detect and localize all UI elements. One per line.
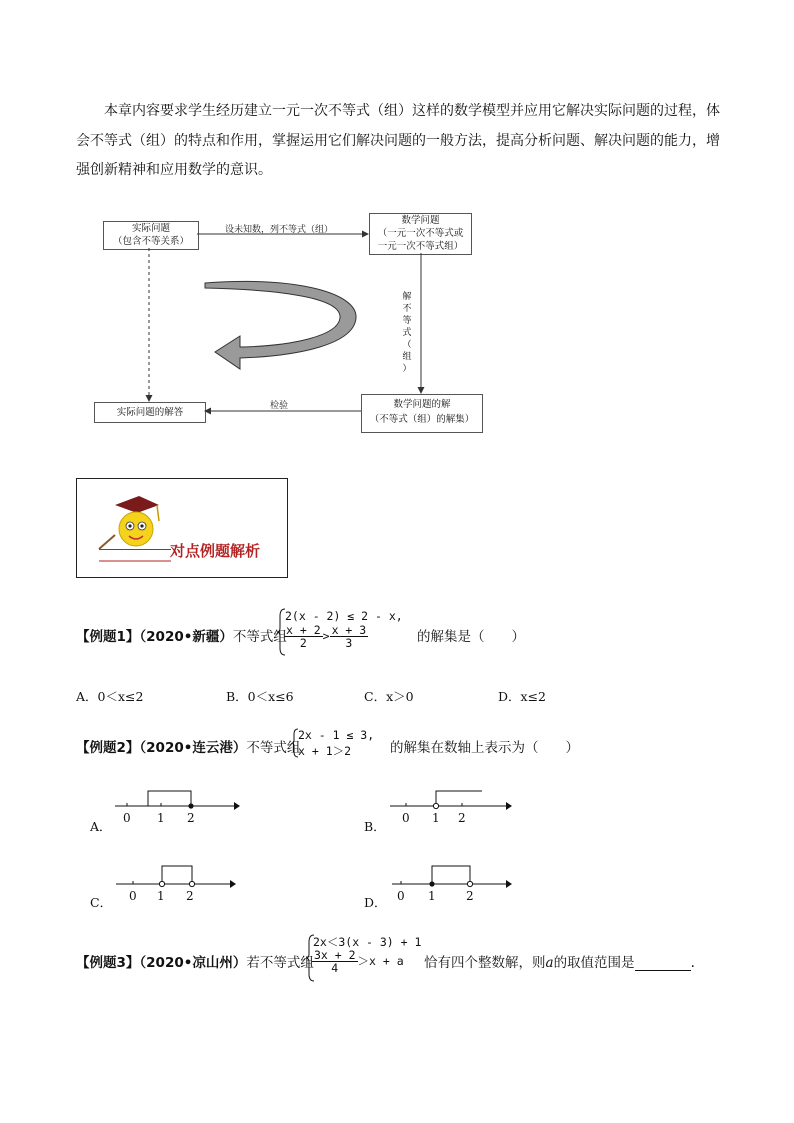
label-solve: 解 不 等 式 （ 组 ） [402, 292, 412, 374]
example-tag: 【例题3】 [76, 955, 140, 971]
example-tag: 【例题1】 [76, 629, 140, 645]
curved-loop-arrow-icon [205, 281, 356, 369]
ex2-option-d[interactable]: D． [364, 895, 387, 910]
ex1-option-a[interactable]: A．0＜x≤2 [76, 689, 144, 704]
ex2-inequality-2: x + 1＞2 [298, 744, 352, 758]
ex3-inequality-2: $\frac{3x + 2}{4}$ ＞x + a [314, 948, 404, 975]
ex1-option-b[interactable]: B．0＜x≤6 [226, 689, 294, 704]
intro-paragraph: 本章内容要求学生经历建立一元一次不等式（组）这样的数学模型并应用它解决实际问题的过程，体会不等式（组）的特点和作用，掌握运用它们解决问题的一般方法，提高分析问题、解决问题的能力，增强创新精神和应用数学的意识。 [76, 103, 720, 178]
ex2-option-a[interactable]: A． [90, 819, 112, 834]
ex1-inequality-2: $\frac{x + 2}{2}$ > $\frac{x + 3}{3}$ [286, 623, 367, 650]
example-source: （2020•新疆） [139, 629, 233, 645]
number-line-d [388, 862, 512, 892]
node-math-solution: 数学问题的解 （不等式（组）的解集） [361, 394, 483, 433]
ex2-question-suffix: 的解集在数轴上表示为（ ） [390, 740, 579, 756]
ex2-option-b[interactable]: B． [364, 819, 386, 834]
teacher-mascot-icon [93, 491, 173, 567]
node-real-answer: 实际问题的解答 [94, 402, 206, 423]
ex1-option-c[interactable]: C．x＞0 [364, 689, 414, 704]
number-line-c [112, 862, 236, 892]
example-tag: 【例题2】 [76, 740, 140, 756]
node-real-problem: 实际问题 （包含不等关系） [103, 221, 199, 250]
ex2-inequality-1: 2x - 1 ≤ 3, [298, 728, 375, 742]
ex1-option-d[interactable]: D．x≤2 [498, 689, 546, 704]
ex3-inequality-1: 2x＜3(x - 3) + 1 [313, 935, 422, 949]
node-math-problem: 数学问题 （一元一次不等式或 一元一次不等式组） [369, 213, 472, 255]
label-check: 检验 [270, 401, 289, 411]
ex3-question-suffix: 恰有四个整数解，则a的取值范围是 . [424, 955, 695, 971]
ex1-inequality-1: 2(x - 2) ≤ 2 - x, [285, 609, 403, 623]
label-set-unknown: 设未知数，列不等式（组） [225, 225, 334, 235]
section-title: 对点例题解析 [170, 542, 261, 560]
title-underline [99, 549, 171, 550]
flowchart-connectors [0, 0, 794, 460]
section-header-box [76, 478, 288, 578]
example-source: （2020•连云港） [139, 740, 247, 756]
example-source: （2020•凉山州） [139, 955, 247, 971]
ex2-option-c[interactable]: C． [90, 895, 113, 910]
answer-blank[interactable] [635, 958, 691, 971]
ex1-question-suffix: 的解集是（ ） [417, 629, 525, 645]
